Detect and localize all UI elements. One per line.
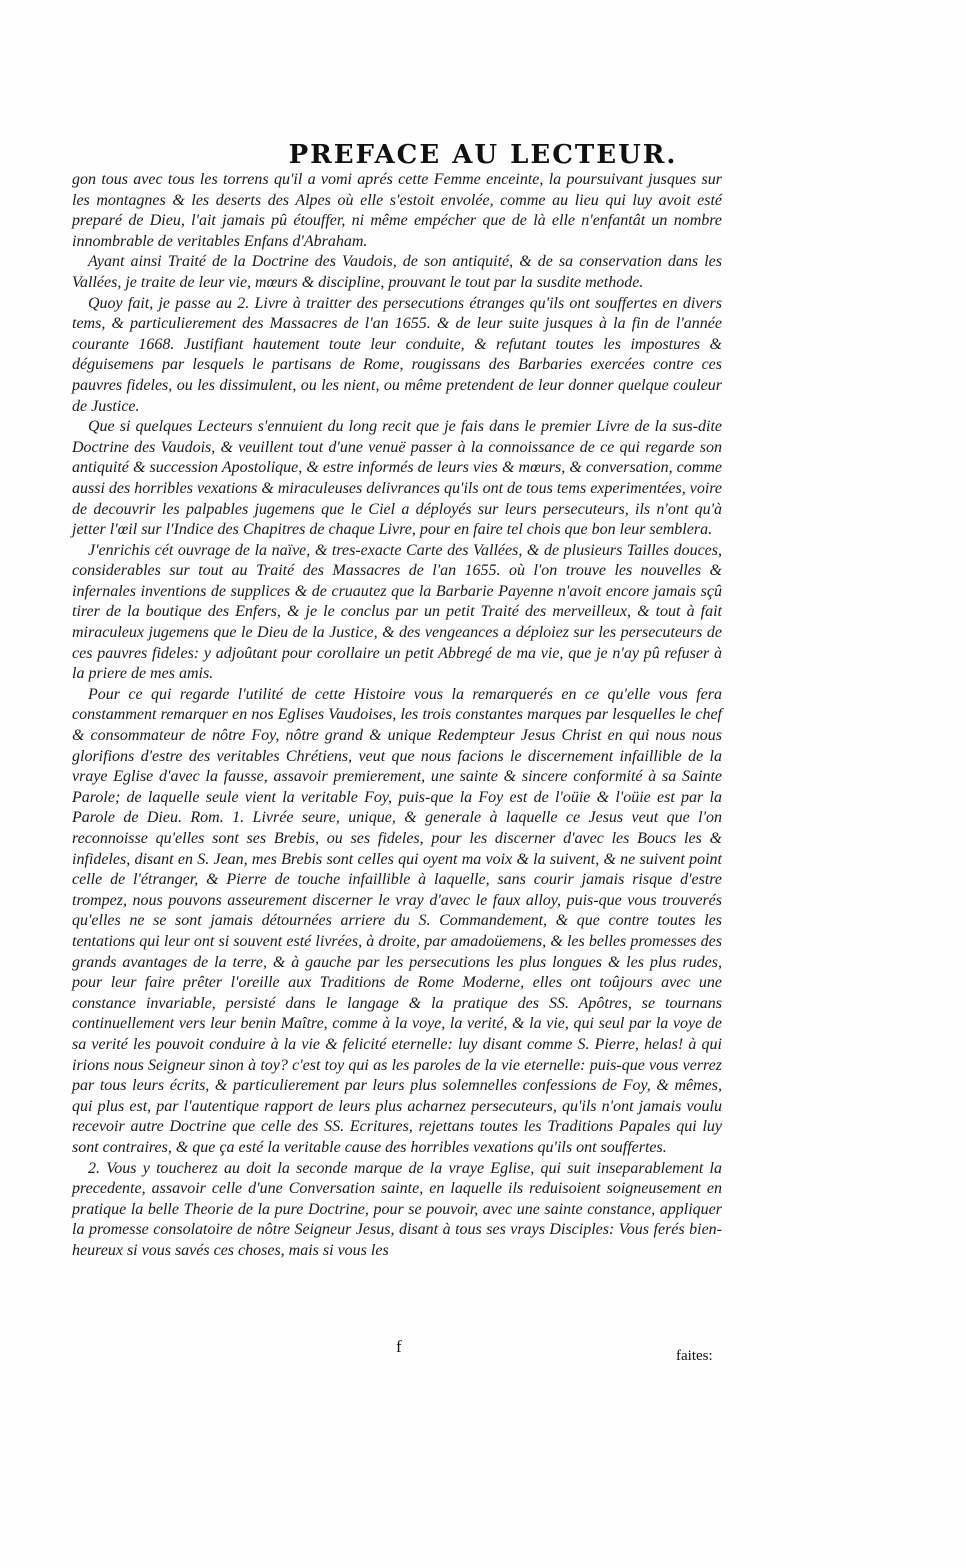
paragraph: Que si quelques Lecteurs s'ennuient du long recit que je fais dans le premier Livre de la sus-dite Doctrine des Vaudois, & veuillent tout d'une venuë passer à la connoissance de ce qui regarde son antiquité & succession Apostolique, & estre informés de leurs vies & mœurs, & conversation, comme aussi des horribles vexations & miraculeuses delivrances qu'ils ont de tous tems experimentées, voire de decouvrir les palpables jugemens que le Ciel a déployés sur leurs persecuteurs, ils n'ont qu'à jetter l'œil sur l'Indice des Chapitres de chaque Livre, pour en faire tel chois que bon leur semblera. bbox=[72, 418, 722, 539]
body-text bbox=[72, 170, 722, 1261]
paragraph: J'enrichis cét ouvrage de la naïve, & tres-exacte Carte des Vallées, & de plusieurs Tailles douces, considerables sur tout au Traité des Massacres de l'an 1655. où l'on trouve les nouvelles & infernales inventions de supplices & de cruautez que la Barbarie Payenne n'avoit encore jamais sçû tirer de la boutique des Enfers, & je le conclus par un petit Traité des merveilleux, & tout à fait miraculeux jugemens que le Dieu de la Justice, & des vengeances a déploiez sur les persecuteurs de ces pauvres fideles: y adjoûtant pour corollaire un petit Abbregé de ma vie, que je n'ay pû refuser à la priere de mes amis. bbox=[72, 541, 722, 683]
paragraph: Pour ce qui regarde l'utilité de cette Histoire vous la remarquerés en ce qu'elle vous fera constamment remarquer en nos Eglises Vaudoises, les trois constantes marques par lesquelles le chef & consommateur de nôtre Foy, nôtre grand & unique Redempteur Jesus Christ en qui nous nous glorifions d'estre des veritables Chrétiens, veut que nous facions le discernement infaillible de la vraye Eglise d'avec la fausse, assavoir premierement, une sainte & sincere conformité à sa Sainte Parole; de laquelle seule vient la veritable Foy, puis-que la Foy est de l'oüie & l'oüie est par la Parole de Dieu. Rom. 1. Livrée seure, unique, & generale à laquelle ce Jesus veut que l'on reconnoisse qu'elles sont ses Brebis, ou ses fideles, pour les discerner d'avec les Boucs les & infideles, disant en S. Jean, mes Brebis sont celles qui oyent ma voix & la suivent, & ne suivent point celle de l'étranger, & Pierre de touche infaillible à laquelle, sans courir jamais risque d'estre trompez, nous pouvons asseurement discerner le vray d'avec le faux alloy, puis-que vous trouverés qu'elles ne se sont jamais détournées arriere du S. Commandement, & que contre toutes les tentations qui leur ont si souvent esté livrées, à droite, par amadoüemens, & les belles promesses des grands avantages de la terre, & à gauche par les persecutions les plus longues & les plus rudes, pour leur faire prêter l'oreille aux Traditions de Rome Moderne, elles ont toûjours avec une constance invariable, persisté dans le langage & la pratique des SS. Apôtres, se tournans continuellement vers leur benin Maître, comme à la voye, la verité, & la vie, qui seul par la voye de sa verité les pouvoit conduire à la vie & felicité eternelle: luy disant comme S. Pierre, helas! à qui irions nous Seigneur sinon à toy? c'est toy qui as les paroles de la vie eternelle: puis-que vous verrez par tous leurs écrits, & particulierement par leurs plus solemnelles confessions de Foy, & mêmes, qui plus est, par l'autentique rapport de leurs plus acharnez persecuteurs, qu'ils n'ont jamais voulu recevoir autre Doctrine que celle des SS. Ecritures, rejettans toutes les Traditions Papales qui luy sont contraires, & que ça esté la veritable cause des horribles vexations qu'ils ont souffertes. bbox=[72, 685, 722, 1156]
paragraph: Ayant ainsi Traité de la Doctrine des Vaudois, de son antiquité, & de sa conservation dans les Vallées, je traite de leur vie, mœurs & discipline, prouvant le tout par la susdite methode. bbox=[72, 253, 722, 291]
paragraph: 2. Vous y toucherez au doit la seconde marque de la vraye Eglise, qui suit inseparablement la precedente, assavoir celle d'une Conversation sainte, en laquelle ils reduisoient soigneusement en pratique la belle Theorie de la pure Doctrine, pour se pouvoir, avec une sainte constance, appliquer la promesse consolatoire de nôtre Seigneur Jesus, disant à tous ses vrays Disciples: Vous ferés bien-heureux si vous savés ces choses, mais si vous les bbox=[72, 1159, 722, 1259]
signature-mark: f bbox=[396, 1337, 402, 1356]
paragraph: Quoy fait, je passe au 2. Livre à traitter des persecutions étranges qu'ils ont souffertes en divers tems, & particulierement des Massacres de l'an 1655. & de leur suite jusques à la fin de l'année courante 1668. Justifiant hautement toute leur conduite, & refutant toutes les impostures & déguisemens par lesquels le partisans de Rome, rougissans des Barbaries exercées contre ces pauvres fideles, ou les dissimulent, ou les nient, ou même pretendent de leur donner quelque couleur de Justice. bbox=[72, 294, 722, 415]
paragraph: gon tous avec tous les torrens qu'il a vomi aprés cette Femme enceinte, la poursuivant jusques sur les montagnes & les deserts des Alpes où elle s'estoit envolée, comme au lieu qui luy avoit esté preparé de Dieu, l'ait jamais pû étouffer, ni même empécher que de là elle n'enfantât un nombre innombrable de veritables Enfans d'Abraham. bbox=[72, 171, 722, 250]
catchword: faites: bbox=[676, 1348, 713, 1364]
page-header: PREFACE AU LECTEUR. bbox=[288, 140, 678, 170]
